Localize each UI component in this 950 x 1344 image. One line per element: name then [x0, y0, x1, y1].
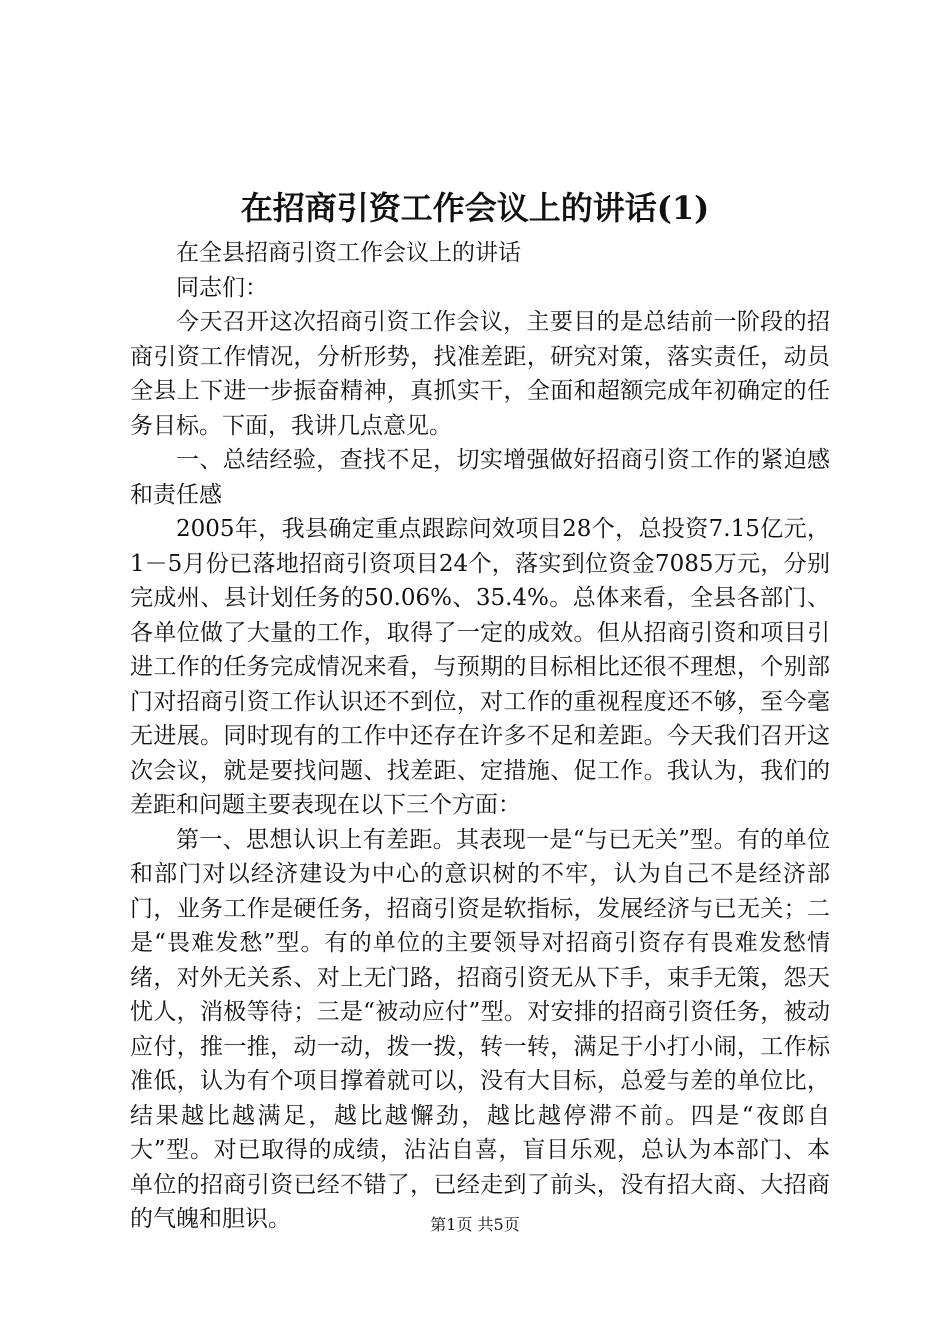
- intro-paragraph: 今天召开这次招商引资工作会议，主要目的是总结前一阶段的招商引资工作情况，分析形势，找准差距，研究对策，落实责任，动员全县上下进一步振奋精神，真抓实干，全面和超额完成年初确定的任务目标。下面，我讲几点意见。: [130, 309, 830, 439]
- document-body: [130, 236, 830, 1237]
- body-paragraph: 第一、思想认识上有差距。其表现一是“与已无关”型。有的单位和部门对以经济建设为中心的意识树的不牢，认为自己不是经济部门，业务工作是硬任务，招商引资是软指标，发展经济与已无关；二是“畏难发愁”型。有的单位的主要领导对招商引资存有畏难发愁情绪，对外无关系、对上无门路，招商引资无从下手，束手无策，怨天忧人，消极等待；三是“被动应付”型。对安排的招商引资任务，被动应付，推一推，动一动，拨一拨，转一转，满足于小打小闹，工作标准低，认为有个项目撑着就可以，没有大目标，总爱与差的单位比，结果越比越满足，越比越懈劲，越比越停滞不前。四是“夜郎自大”型。对已取得的成绩，沾沾自喜，盲目乐观，总认为本部门、本单位的招商引资已经不错了，已经走到了前头，没有招大商、大招商的气魄和胆识。: [130, 826, 830, 1232]
- salutation: 同志们：: [176, 274, 268, 301]
- speech-heading: 在全县招商引资工作会议上的讲话: [176, 240, 521, 266]
- body-paragraph: 2005年，我县确定重点跟踪问效项目28个，总投资7.15亿元，1－5月份已落地招商引资项目24个，落实到位资金7085万元，分别完成州、县计划任务的50.06%、35.4%。总体来看，全县各部门、各单位做了大量的工作，取得了一定的成效。但从招商引资和项目引进工作的任务完成情况来看，与预期的目标相比还很不理想，个别部门对招商引资工作认识还不到位，对工作的重视程度还不够，至今毫无进展。同时现有的工作中还存在许多不足和差距。今天我们召开这次会议，就是要找问题、找差距、定措施、促工作。我认为，我们的差距和问题主要表现在以下三个方面：: [130, 516, 830, 818]
- section-heading: 一、总结经验，查找不足，切实增强做好招商引资工作的紧迫感和责任感: [130, 447, 830, 508]
- document-title: 在招商引资工作会议上的讲话(1): [240, 189, 710, 227]
- page-number-footer: 第1页 共5页: [430, 1215, 520, 1234]
